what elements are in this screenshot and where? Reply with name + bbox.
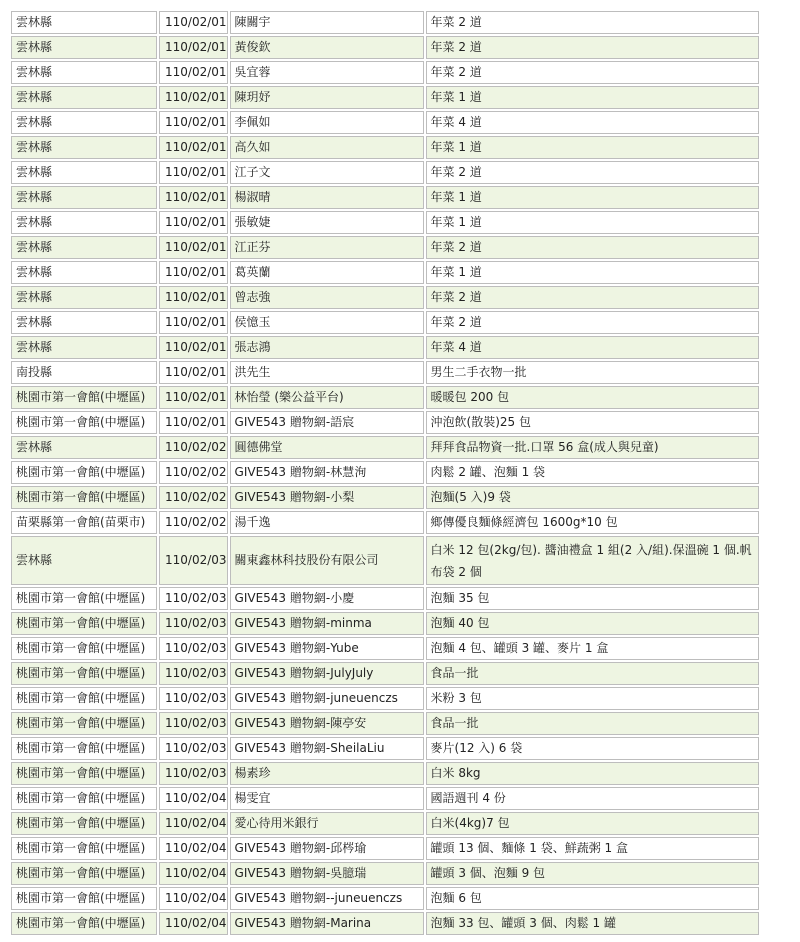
table-row (11, 86, 759, 109)
table-row (11, 712, 759, 735)
date-cell: 110/02/02 (159, 461, 228, 484)
date-cell: 110/02/01 (159, 211, 228, 234)
item-cell: 年菜 2 道 (426, 286, 759, 309)
region-cell: 雲林縣 (11, 61, 157, 84)
item-cell: 泡麵 4 包、罐頭 3 罐、麥片 1 盒 (426, 637, 759, 660)
region-cell: 桃園市第一會館(中壢區) (11, 461, 157, 484)
date-cell: 110/02/01 (159, 286, 228, 309)
table-row (11, 36, 759, 59)
table-row (11, 436, 759, 459)
region-cell: 桃園市第一會館(中壢區) (11, 662, 157, 685)
table-row (11, 912, 759, 935)
donor-cell: 楊雯宜 (230, 787, 424, 810)
table-row (11, 186, 759, 209)
date-cell: 110/02/03 (159, 662, 228, 685)
table-row (11, 11, 759, 34)
donation-list (9, 9, 761, 937)
item-cell: 米粉 3 包 (426, 687, 759, 710)
donor-cell: 江子文 (230, 161, 424, 184)
region-cell: 雲林縣 (11, 236, 157, 259)
date-cell: 110/02/01 (159, 36, 228, 59)
table-row (11, 862, 759, 885)
item-cell: 拜拜食品物資一批.口罩 56 盒(成人與兒童) (426, 436, 759, 459)
donor-cell: 陳關宇 (230, 11, 424, 34)
item-cell: 年菜 2 道 (426, 236, 759, 259)
donor-cell: GIVE543 贈物網-juneuenczs (230, 687, 424, 710)
region-cell: 桃園市第一會館(中壢區) (11, 887, 157, 910)
donor-cell: 黃俊欽 (230, 36, 424, 59)
region-cell: 雲林縣 (11, 11, 157, 34)
region-cell: 雲林縣 (11, 36, 157, 59)
donor-cell: 葛英蘭 (230, 261, 424, 284)
item-cell: 年菜 2 道 (426, 161, 759, 184)
donor-cell: GIVE543 贈物網--juneuenczs (230, 887, 424, 910)
region-cell: 苗栗縣第一會館(苗栗市) (11, 511, 157, 534)
item-cell: 白米(4kg)7 包 (426, 812, 759, 835)
date-cell: 110/02/01 (159, 386, 228, 409)
date-cell: 110/02/01 (159, 111, 228, 134)
table-row (11, 361, 759, 384)
region-cell: 桃園市第一會館(中壢區) (11, 762, 157, 785)
region-cell: 雲林縣 (11, 86, 157, 109)
date-cell: 110/02/01 (159, 236, 228, 259)
item-cell: 年菜 1 道 (426, 211, 759, 234)
region-cell: 雲林縣 (11, 136, 157, 159)
donor-cell: GIVE543 贈物網-Marina (230, 912, 424, 935)
item-cell: 年菜 2 道 (426, 36, 759, 59)
item-cell: 泡麵 6 包 (426, 887, 759, 910)
item-cell: 麥片(12 入) 6 袋 (426, 737, 759, 760)
table-row (11, 837, 759, 860)
item-cell: 沖泡飲(散裝)25 包 (426, 411, 759, 434)
region-cell: 桃園市第一會館(中壢區) (11, 862, 157, 885)
date-cell: 110/02/03 (159, 762, 228, 785)
table-row (11, 762, 759, 785)
region-cell: 桃園市第一會館(中壢區) (11, 587, 157, 610)
item-cell: 男生二手衣物一批 (426, 361, 759, 384)
item-cell: 白米 8kg (426, 762, 759, 785)
table-row (11, 887, 759, 910)
date-cell: 110/02/04 (159, 787, 228, 810)
date-cell: 110/02/01 (159, 311, 228, 334)
date-cell: 110/02/03 (159, 737, 228, 760)
donor-cell: GIVE543 贈物網-小梨 (230, 486, 424, 509)
date-cell: 110/02/04 (159, 912, 228, 935)
donor-cell: GIVE543 贈物網-邱梣瑜 (230, 837, 424, 860)
donor-cell: 高久如 (230, 136, 424, 159)
item-cell: 泡麵 33 包、罐頭 3 個、肉鬆 1 罐 (426, 912, 759, 935)
date-cell: 110/02/01 (159, 136, 228, 159)
region-cell: 桃園市第一會館(中壢區) (11, 787, 157, 810)
region-cell: 雲林縣 (11, 161, 157, 184)
region-cell: 雲林縣 (11, 336, 157, 359)
item-cell: 年菜 1 道 (426, 136, 759, 159)
date-cell: 110/02/01 (159, 161, 228, 184)
region-cell: 桃園市第一會館(中壢區) (11, 612, 157, 635)
item-cell: 年菜 1 道 (426, 86, 759, 109)
date-cell: 110/02/02 (159, 511, 228, 534)
item-cell: 肉鬆 2 罐、泡麵 1 袋 (426, 461, 759, 484)
item-cell: 年菜 1 道 (426, 261, 759, 284)
date-cell: 110/02/01 (159, 186, 228, 209)
date-cell: 110/02/01 (159, 11, 228, 34)
region-cell: 桃園市第一會館(中壢區) (11, 737, 157, 760)
date-cell: 110/02/01 (159, 61, 228, 84)
table-row (11, 536, 759, 585)
item-cell: 泡麵 40 包 (426, 612, 759, 635)
donor-cell: 張志鴻 (230, 336, 424, 359)
table-row (11, 812, 759, 835)
donor-cell: GIVE543 贈物網-林慧洵 (230, 461, 424, 484)
region-cell: 雲林縣 (11, 311, 157, 334)
donor-cell: 張敏婕 (230, 211, 424, 234)
item-cell: 年菜 1 道 (426, 186, 759, 209)
donor-cell: 曾志強 (230, 286, 424, 309)
donor-cell: GIVE543 贈物網-小慶 (230, 587, 424, 610)
table-row (11, 161, 759, 184)
donor-cell: 愛心待用米銀行 (230, 812, 424, 835)
donor-cell: 楊淑晴 (230, 186, 424, 209)
date-cell: 110/02/03 (159, 687, 228, 710)
date-cell: 110/02/01 (159, 261, 228, 284)
donation-table (9, 9, 761, 937)
donor-cell: 吳宜蓉 (230, 61, 424, 84)
donor-cell: GIVE543 贈物網-陳亭安 (230, 712, 424, 735)
table-row (11, 587, 759, 610)
item-cell: 年菜 4 道 (426, 336, 759, 359)
table-row (11, 662, 759, 685)
item-cell: 泡麵(5 入)9 袋 (426, 486, 759, 509)
donor-cell: GIVE543 贈物網-語宸 (230, 411, 424, 434)
date-cell: 110/02/02 (159, 486, 228, 509)
donor-cell: GIVE543 贈物網-JulyJuly (230, 662, 424, 685)
region-cell: 雲林縣 (11, 111, 157, 134)
date-cell: 110/02/03 (159, 712, 228, 735)
item-cell: 罐頭 13 個、麵條 1 袋、鮮蔬粥 1 盒 (426, 837, 759, 860)
region-cell: 雲林縣 (11, 286, 157, 309)
donor-cell: GIVE543 贈物網-SheilaLiu (230, 737, 424, 760)
date-cell: 110/02/02 (159, 436, 228, 459)
date-cell: 110/02/04 (159, 812, 228, 835)
table-row (11, 261, 759, 284)
table-row (11, 486, 759, 509)
date-cell: 110/02/03 (159, 612, 228, 635)
donor-cell: 楊素珍 (230, 762, 424, 785)
table-row (11, 61, 759, 84)
region-cell: 雲林縣 (11, 536, 157, 585)
table-row (11, 787, 759, 810)
table-row (11, 336, 759, 359)
date-cell: 110/02/03 (159, 536, 228, 585)
item-cell: 泡麵 35 包 (426, 587, 759, 610)
date-cell: 110/02/04 (159, 837, 228, 860)
table-row (11, 111, 759, 134)
region-cell: 桃園市第一會館(中壢區) (11, 687, 157, 710)
table-row (11, 236, 759, 259)
region-cell: 桃園市第一會館(中壢區) (11, 637, 157, 660)
donor-cell: 洪先生 (230, 361, 424, 384)
donation-table-body (11, 11, 759, 935)
date-cell: 110/02/01 (159, 411, 228, 434)
table-row (11, 411, 759, 434)
item-cell: 罐頭 3 個、泡麵 9 包 (426, 862, 759, 885)
region-cell: 桃園市第一會館(中壢區) (11, 712, 157, 735)
donor-cell: GIVE543 贈物網-吳臆瑞 (230, 862, 424, 885)
region-cell: 桃園市第一會館(中壢區) (11, 812, 157, 835)
region-cell: 桃園市第一會館(中壢區) (11, 486, 157, 509)
date-cell: 110/02/01 (159, 336, 228, 359)
table-row (11, 286, 759, 309)
item-cell: 年菜 4 道 (426, 111, 759, 134)
region-cell: 雲林縣 (11, 436, 157, 459)
table-row (11, 461, 759, 484)
donor-cell: 侯憶玉 (230, 311, 424, 334)
donor-cell: 圓德佛堂 (230, 436, 424, 459)
item-cell: 食品一批 (426, 712, 759, 735)
table-row (11, 612, 759, 635)
date-cell: 110/02/03 (159, 637, 228, 660)
donor-cell: 關東鑫林科技股份有限公司 (230, 536, 424, 585)
region-cell: 雲林縣 (11, 186, 157, 209)
region-cell: 南投縣 (11, 361, 157, 384)
donor-cell: 江正芬 (230, 236, 424, 259)
donor-cell: 湯千逸 (230, 511, 424, 534)
table-row (11, 637, 759, 660)
table-row (11, 311, 759, 334)
table-row (11, 136, 759, 159)
date-cell: 110/02/04 (159, 887, 228, 910)
item-cell: 鄉傳優良麵條經濟包 1600g*10 包 (426, 511, 759, 534)
region-cell: 桃園市第一會館(中壢區) (11, 837, 157, 860)
region-cell: 桃園市第一會館(中壢區) (11, 386, 157, 409)
item-cell: 白米 12 包(2kg/包). 醬油禮盒 1 組(2 入/組).保溫碗 1 個.帆布袋 2 個 (426, 536, 759, 585)
item-cell: 暖暖包 200 包 (426, 386, 759, 409)
date-cell: 110/02/01 (159, 361, 228, 384)
table-row (11, 511, 759, 534)
item-cell: 年菜 2 道 (426, 61, 759, 84)
table-row (11, 687, 759, 710)
item-cell: 年菜 2 道 (426, 311, 759, 334)
region-cell: 雲林縣 (11, 211, 157, 234)
donor-cell: 陳玥妤 (230, 86, 424, 109)
item-cell: 國語週刊 4 份 (426, 787, 759, 810)
region-cell: 雲林縣 (11, 261, 157, 284)
item-cell: 年菜 2 道 (426, 11, 759, 34)
donor-cell: 林怡瑩 (樂公益平台) (230, 386, 424, 409)
region-cell: 桃園市第一會館(中壢區) (11, 411, 157, 434)
donor-cell: GIVE543 贈物網-minma (230, 612, 424, 635)
date-cell: 110/02/03 (159, 587, 228, 610)
donor-cell: 李佩如 (230, 111, 424, 134)
item-cell: 食品一批 (426, 662, 759, 685)
table-row (11, 386, 759, 409)
table-row (11, 211, 759, 234)
table-row (11, 737, 759, 760)
donor-cell: GIVE543 贈物網-Yube (230, 637, 424, 660)
date-cell: 110/02/04 (159, 862, 228, 885)
region-cell: 桃園市第一會館(中壢區) (11, 912, 157, 935)
date-cell: 110/02/01 (159, 86, 228, 109)
